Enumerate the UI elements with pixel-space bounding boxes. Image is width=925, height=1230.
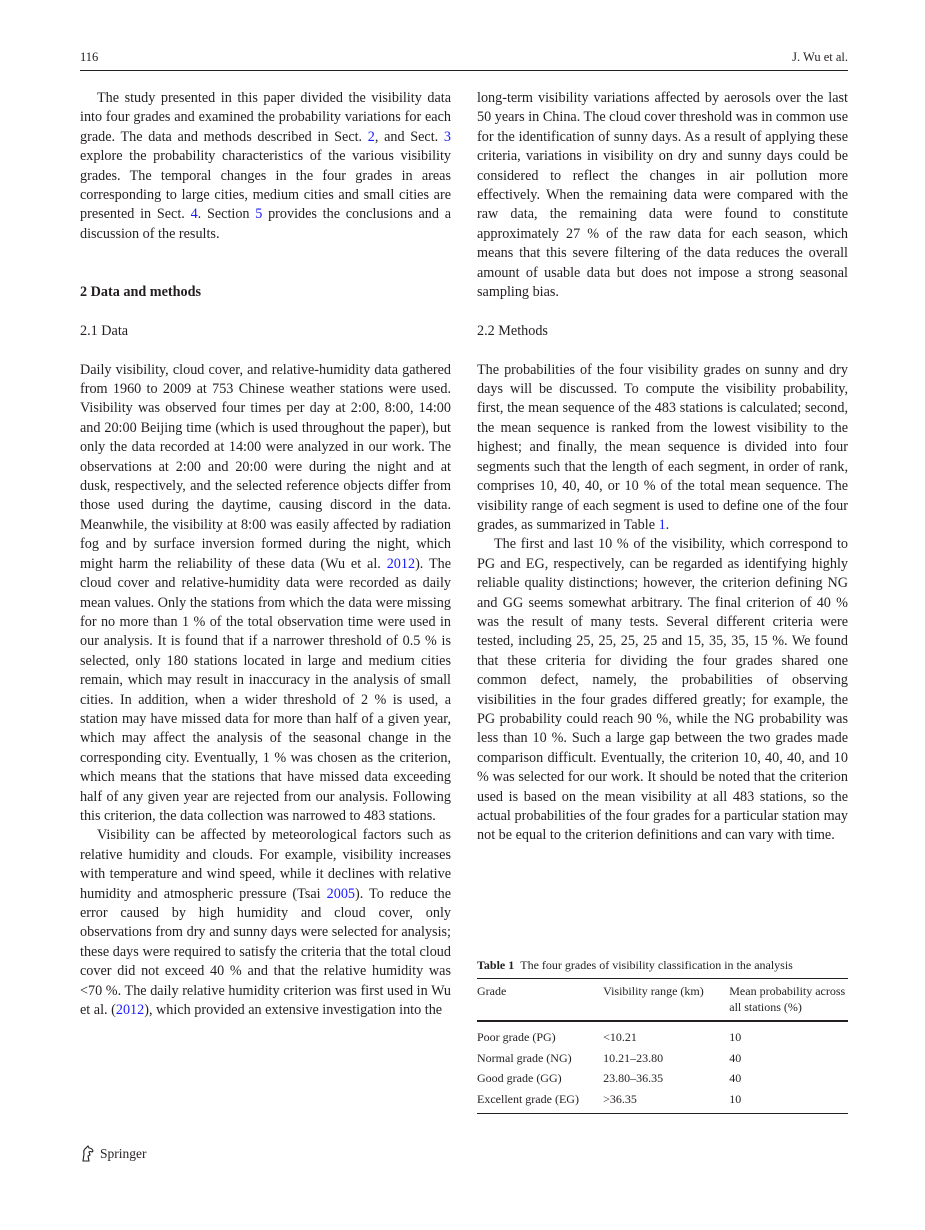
text-segment: The probabilities of the four visibility grades on sunny and dry days will be discussed. To compute the visibility probability, first, the mean sequence of the 483 stations is calculated; second, the mean sequence is ranked from the lowest visibility to the highest; and finally, the mean sequence is divided into four segments such that the length of each segment, in order of rank, comprises 10, 40, 40, or 10 % of the total mean sequence. The visibility range of each segment is used to define one of the four grades, as summarized in Table [477, 361, 848, 533]
section-heading: 2 Data and methods [80, 284, 202, 301]
body-paragraph [80, 826, 451, 1020]
body-paragraph [477, 535, 848, 846]
table-1 [477, 957, 848, 1114]
cross-reference-link[interactable]: 2012 [115, 1002, 145, 1019]
body-paragraph [477, 361, 848, 536]
publisher-footer [80, 1145, 147, 1163]
table-label: Table 1 [477, 958, 515, 972]
text-segment: . [665, 516, 670, 533]
text-segment: ), which provided an extensive investigation into the [144, 1002, 443, 1019]
header-rule [80, 70, 848, 71]
table-header-row [477, 979, 848, 1022]
cell: Poor grade (PG) [477, 1030, 556, 1044]
cross-reference-link[interactable]: 2005 [326, 885, 355, 902]
cell: 10 [729, 1091, 742, 1106]
springer-horse-icon [80, 1145, 96, 1163]
column-header: Mean probability across all stations (%) [729, 979, 848, 1022]
text-segment: , and Sect. [374, 128, 444, 145]
left-column [80, 89, 451, 1020]
cross-reference-link[interactable]: 2 [367, 128, 375, 145]
text-segment: ). The cloud cover and relative-humidity data were recorded as daily mean values. Only the stations from which the data were missing for no more than 1 % of the total observation time were used in our analysis. It is found that if a narrower threshold of 0.5 % is selected, only 180 stations located in large and medium cities remain, which may result in inaccuracy in the analysis of small cities. In addition, when a wider threshold of 2 % is used, a station may have missed data for more than half of a given year, which may affect the analysis of the seasonal change in the corresponding city. Eventually, 1 % was chosen as the criterion, which means that the stations that have missed data exceeding half of any given year are rejected from our analysis. Following this criterion, the data collection was narrowed to 483 stations. [80, 555, 452, 824]
subsection-heading: 2.1 Data [80, 322, 129, 339]
cell: 10.21–23.80 [603, 1050, 664, 1065]
right-column [477, 89, 848, 846]
data-table [477, 978, 848, 1114]
table-row [477, 1048, 848, 1069]
cell: Good grade (GG) [477, 1071, 562, 1085]
table-caption [477, 957, 848, 974]
text-segment: long-term visibility variations affected by aerosols over the last 50 years in China. The cloud cover threshold was in common use for the identification of sunny days. As a result of applying these criteria, variations in visibility on dry and sunny days could be considered to reflect the changes in air pollution more effectively. When the remaining data were compared with the raw data, the remaining data were found to constitute approximately 27 % of the raw data for each season, which means that this severe filtering of the data reduces the overall amount of usable data but does not impose a strong seasonal sampling bias. [477, 90, 848, 301]
running-head-authors: J. Wu et al. [792, 50, 848, 64]
cell: >36.35 [603, 1091, 637, 1106]
cell: Normal grade (NG) [477, 1050, 572, 1065]
column-header: Visibility range (km) [603, 979, 729, 1022]
text-segment: ). To reduce the error caused by high humidity and cloud cover, only observations from dry and sunny days were selected for analysis; these days were required to satisfy the criteria that the total cloud cover did not exceed 40 % and that the relative humidity was <70 %. The daily relative humidity criterion was first used in Wu et al. ( [80, 885, 451, 1019]
body-paragraph [80, 361, 451, 827]
table-caption-text: The four grades of visibility classification in the analysis [520, 958, 793, 972]
column-header: Grade [477, 979, 603, 1022]
intro-paragraph [80, 89, 451, 244]
cross-reference-link[interactable]: 2012 [386, 555, 416, 572]
cross-reference-link[interactable]: 4 [190, 206, 198, 223]
text-segment: Visibility can be affected by meteorological factors such as relative humidity and clouds. For example, visibility increases with temperature and wind speed, while it declines with relative humidity and atmospheric pressure (Tsai [80, 827, 451, 902]
cross-reference-link[interactable]: 5 [255, 206, 263, 223]
page-number: 116 [80, 50, 99, 64]
cell: 40 [729, 1050, 742, 1065]
cell: 23.80–36.35 [603, 1071, 664, 1085]
text-segment: explore the probability characteristics of the various visibility grades. The temporal changes in the four grades in areas corresponding to large cities, medium cities and small cities are presented in Sect. [80, 148, 451, 223]
cell: <10.21 [603, 1030, 637, 1044]
text-segment: provides the conclusions and a discussion of the results. [80, 206, 451, 242]
cell: 40 [729, 1071, 742, 1085]
subsection-heading: 2.2 Methods [477, 322, 548, 339]
table-row [477, 1021, 848, 1048]
cell: Excellent grade (EG) [477, 1091, 579, 1106]
cross-reference-link[interactable]: 3 [443, 128, 451, 145]
cross-reference-link[interactable]: 1 [658, 516, 666, 533]
cell: 10 [729, 1030, 742, 1044]
text-segment: . Section [197, 206, 256, 223]
publisher-name: Springer [100, 1146, 147, 1161]
text-segment: The first and last 10 % of the visibility, which correspond to PG and EG, respectively, can be regarded as identifying highly reliable quality distinctions; however, the criterion defining NG and GG seems somewhat arbitrary. The final criterion of 40 % was the result of many tests. Several different criteria were tested, including 25, 25, 25, 25 and 15, 35, 35, 15 %. We found that these criteria for dividing the four grades shared one common defect, namely, the probabilities of observing visibilities in the four grades differed greatly; for example, the PG probability could reach 90 %, while the NG probability was less than 10 %. Such a large gap between the two grades made comparison difficult. Eventually, the criterion 10, 40, 40, and 10 % was selected for our work. It should be noted that the criterion used is based on the mean visibility at all 483 stations, so the actual probabilities of the four grades for a particular station may not be equal to the criterion definitions and can vary with time. [477, 536, 848, 844]
table-row [477, 1089, 848, 1114]
text-segment: Daily visibility, cloud cover, and relative-humidity data gathered from 1960 to 2009 at 753 Chinese weather stations were used. Visibility was observed four times per day at 2:00, 8:00, 14:00 and 20:00 Beijing time (which is used throughout the paper), but only the data recorded at 14:00 were analyzed in our work. The observations at 2:00 and 20:00 were during the night and at dusk, respectively, and the selected reference objects differ from those used during the daytime, causing discord in the data. Meanwhile, the visibility at 8:00 was easily affected by radiation fog and by surface inversion formed during the night, which might harm the reliability of these data (Wu et al. [80, 361, 451, 572]
body-paragraph [477, 89, 848, 302]
table-row [477, 1068, 848, 1089]
text-segment: The study presented in this paper divided the visibility data into four grades and examined the probability variations for each grade. The data and methods described in Sect. [80, 90, 451, 145]
